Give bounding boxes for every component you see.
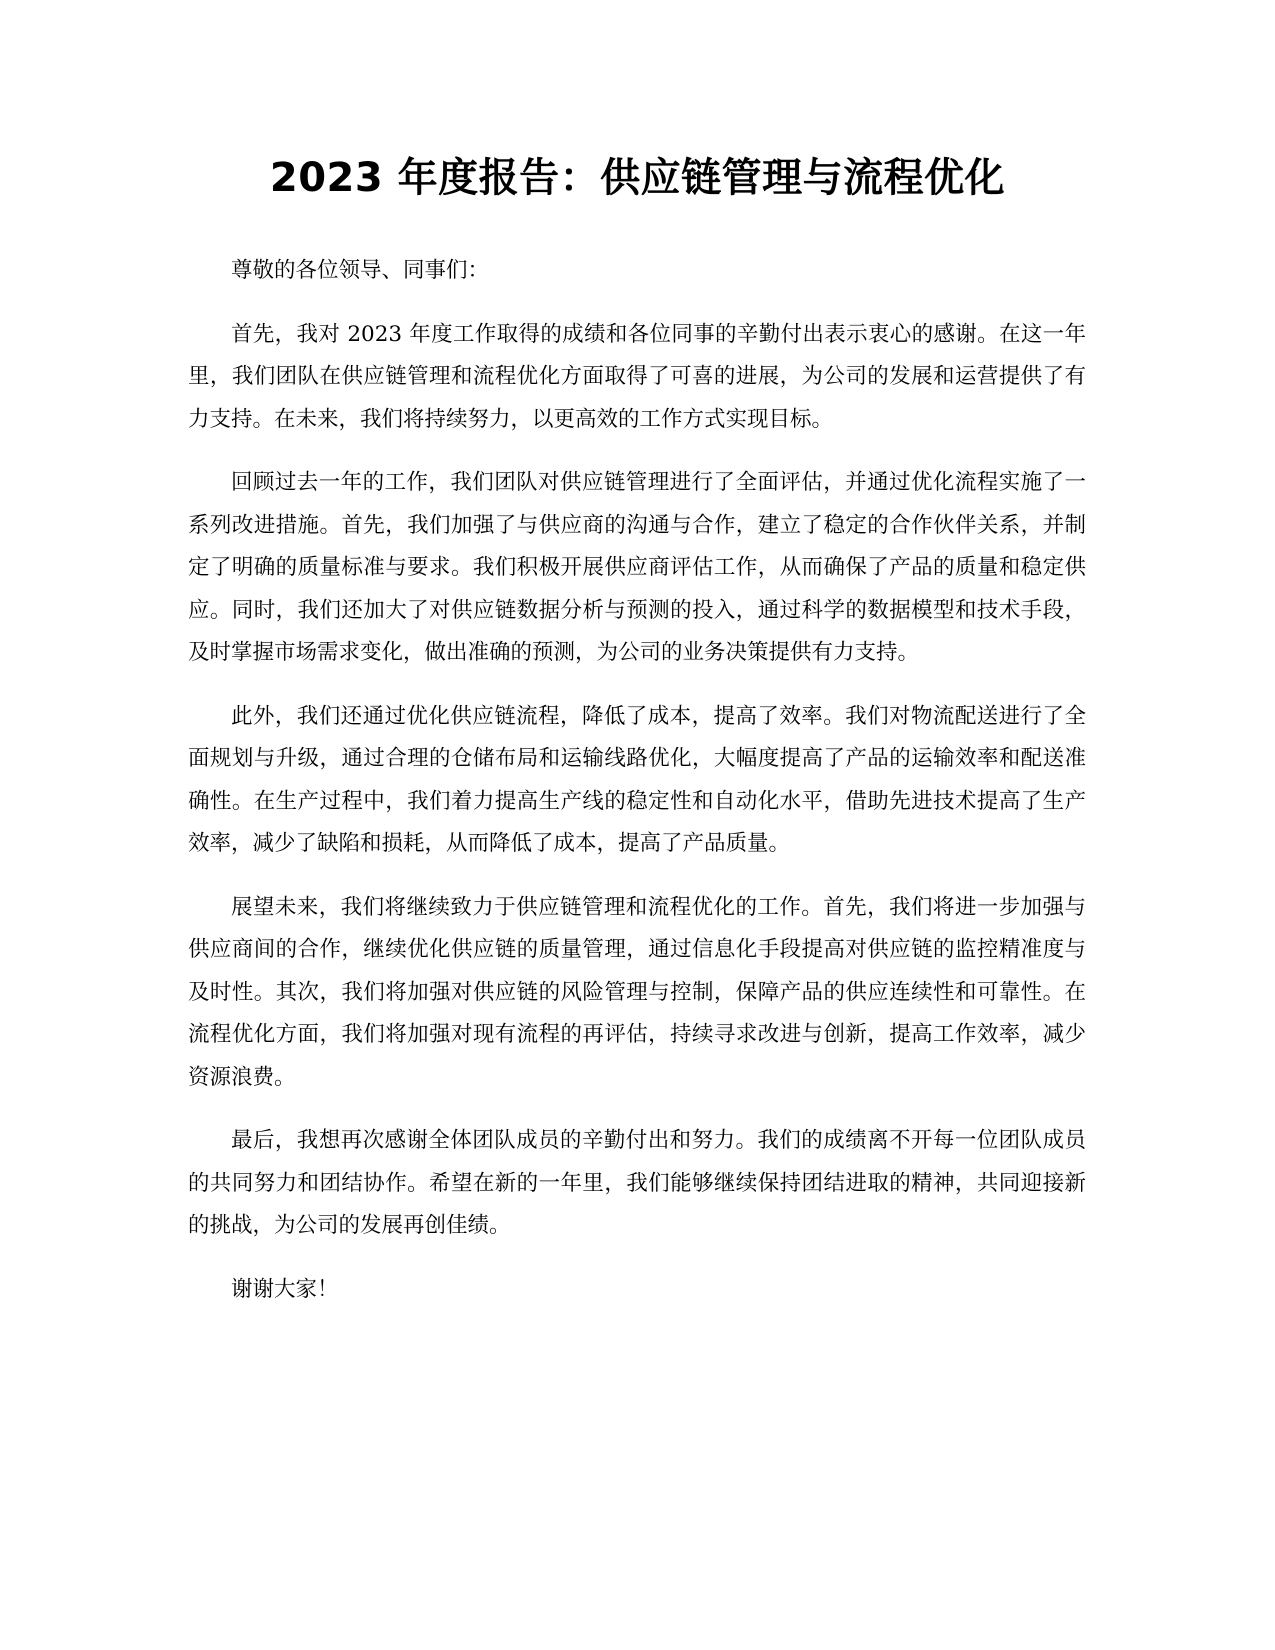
closing: 谢谢大家！ — [231, 1276, 339, 1302]
paragraph-review: 回顾过去一年的工作，我们团队对供应链管理进行了全面评估，并通过优化流程实施了一系列改进措施。首先，我们加强了与供应商的沟通与合作，建立了稳定的合作伙伴关系，并制定了明确的质量标准与要求。我们积极开展供应商评估工作，从而确保了产品的质量和稳定供应。同时，我们还加大了对供应链数据分析与预测的投入，通过科学的数据模型和技术手段，及时掌握市场需求变化，做出准确的预测，为公司的业务决策提供有力支持。 — [188, 470, 1086, 665]
document-title: 2023 年度报告：供应链管理与流程优化 — [269, 155, 1006, 201]
paragraph-outlook: 展望未来，我们将继续致力于供应链管理和流程优化的工作。首先，我们将进一步加强与供应商间的合作，继续优化供应链的质量管理，通过信息化手段提高对供应链的监控精准度与及时性。其次，我们将加强对供应链的风险管理与控制，保障产品的供应连续性和可靠性。在流程优化方面，我们将加强对现有流程的再评估，持续寻求改进与创新，提高工作效率，减少资源浪费。 — [188, 894, 1086, 1090]
paragraph-cost-efficiency: 此外，我们还通过优化供应链流程，降低了成本，提高了效率。我们对物流配送进行了全面规划与升级，通过合理的仓储布局和运输线路优化，大幅度提高了产品的运输效率和配送准确性。在生产过程中，我们着力提高生产线的稳定性和自动化水平，借助先进技术提高了生产效率，减少了缺陷和损耗，从而降低了成本，提高了产品质量。 — [188, 703, 1086, 856]
document-body — [188, 250, 1086, 1332]
salutation: 尊敬的各位领导、同事们： — [231, 258, 490, 283]
paragraph-final-thanks: 最后，我想再次感谢全体团队成员的辛勤付出和努力。我们的成绩离不开每一位团队成员的共同努力和团结协作。希望在新的一年里，我们能够继续保持团结进取的精神，共同迎接新的挑战，为公司的发展再创佳绩。 — [188, 1128, 1086, 1238]
paragraph-thanks: 首先，我对 2023 年度工作取得的成绩和各位同事的辛勤付出表示衷心的感谢。在这一年里，我们团队在供应链管理和流程优化方面取得了可喜的进展，为公司的发展和运营提供了有力支持。在未来，我们将持续努力，以更高效的工作方式实现目标。 — [188, 321, 1086, 432]
